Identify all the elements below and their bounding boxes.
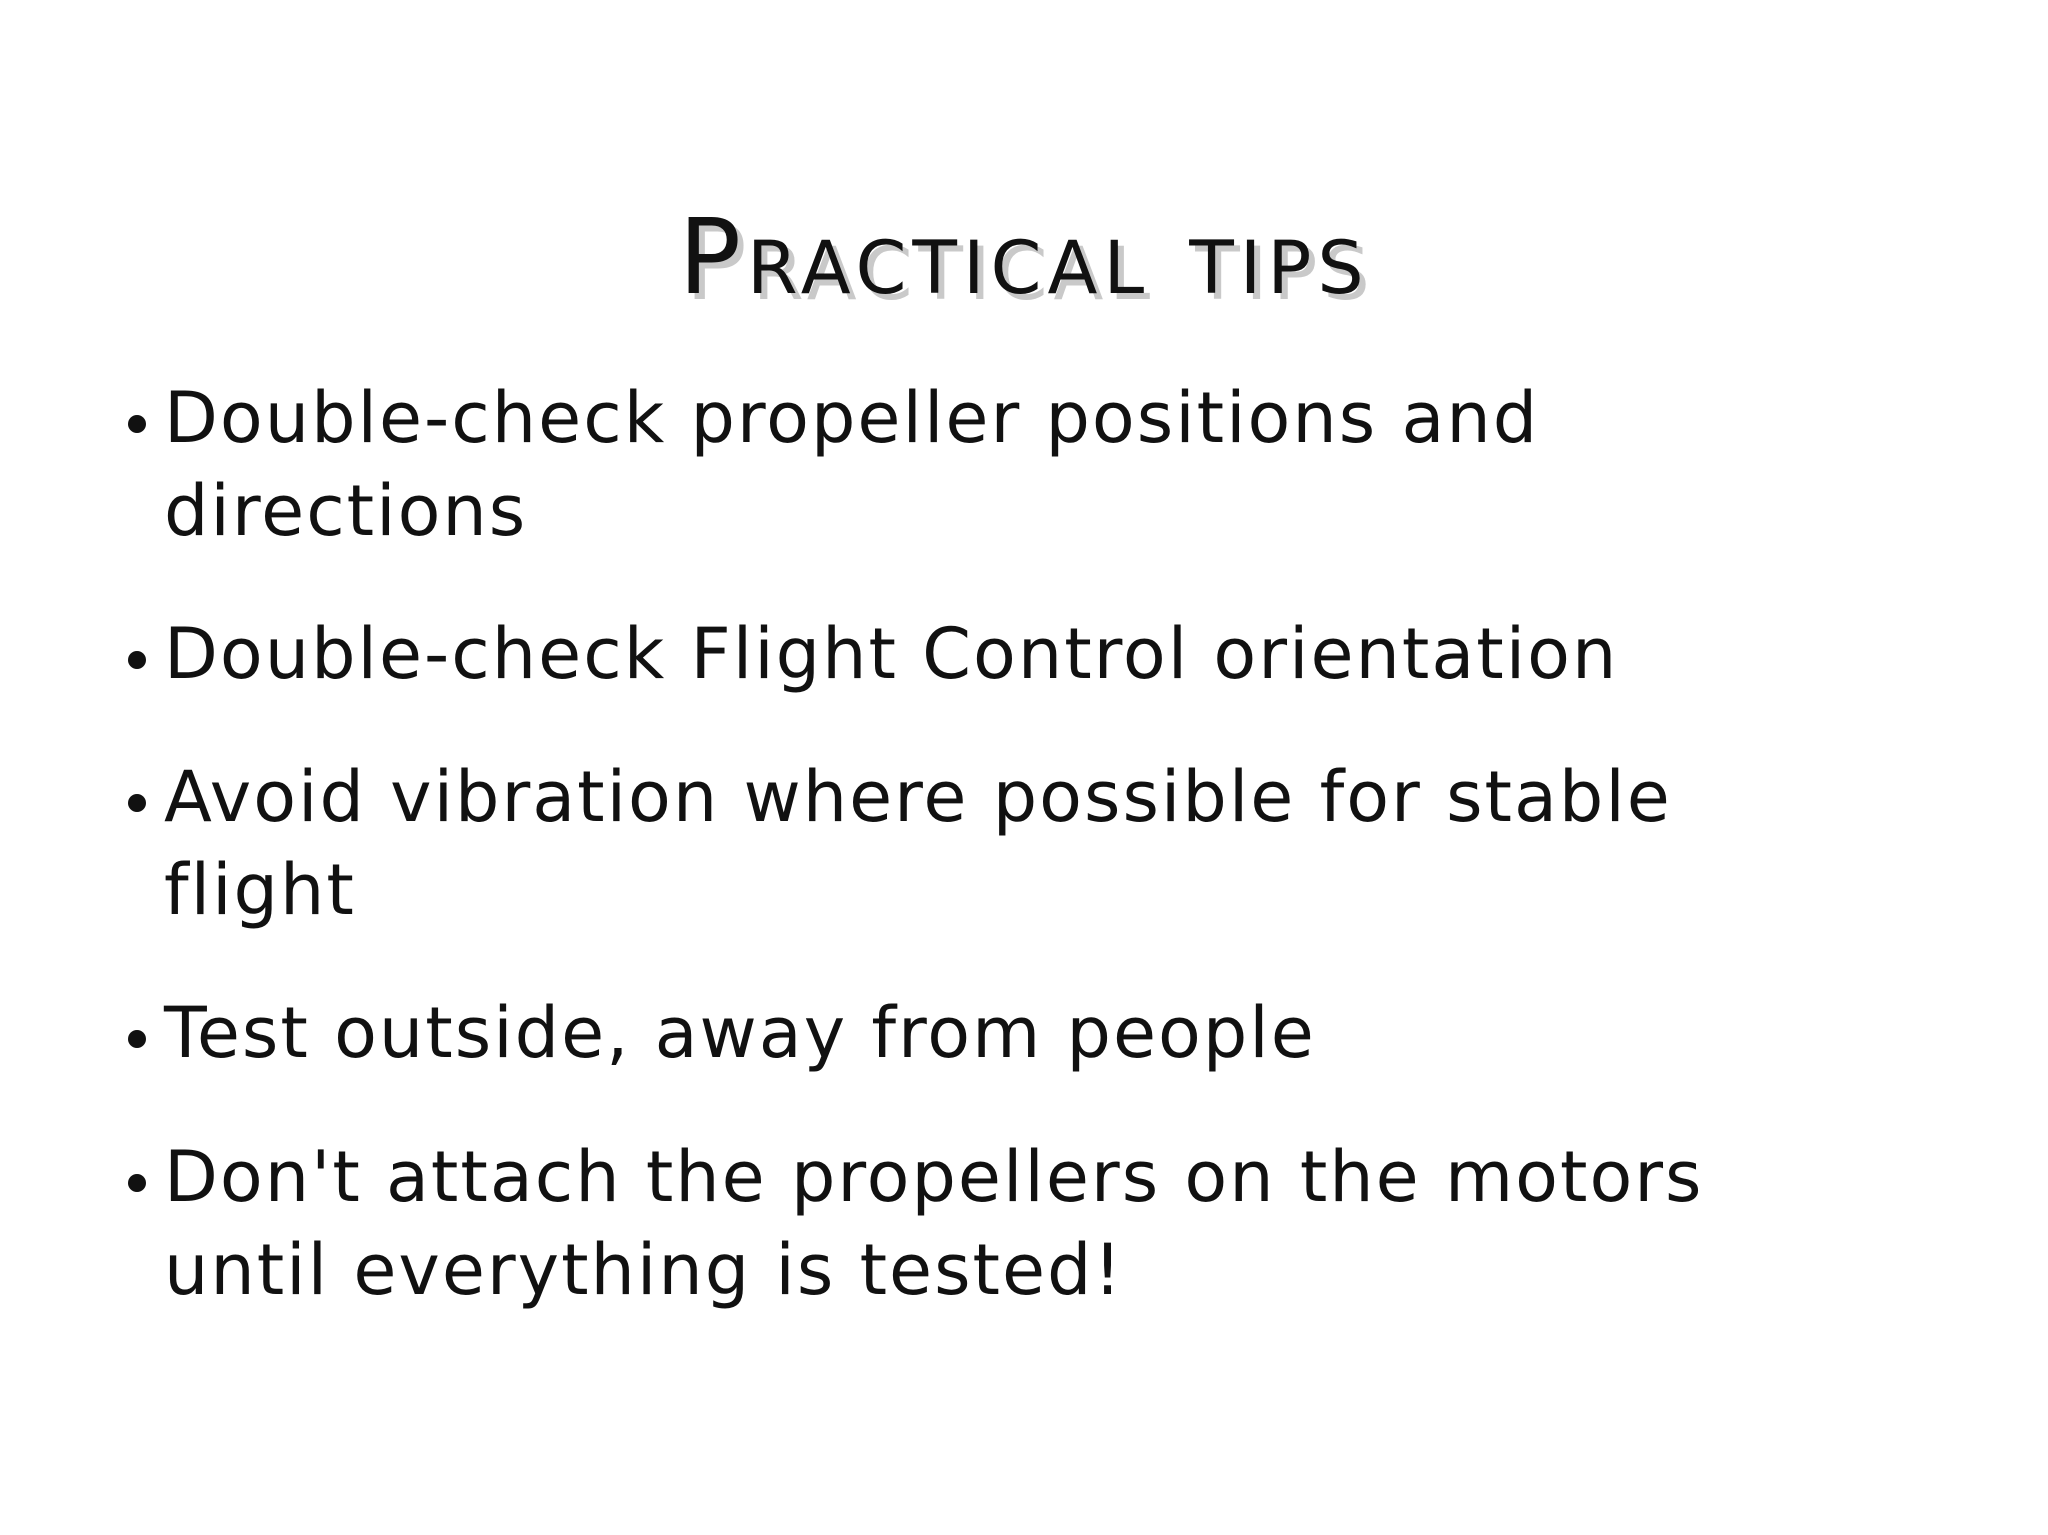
bullet-dot-icon [128, 1030, 146, 1048]
bullet-dot-icon [128, 415, 146, 433]
bullet-text: Test outside, away from people [164, 992, 1316, 1075]
bullet-text: Avoid vibration where possible for stable flight [164, 756, 1672, 932]
tips-bullet-list [118, 372, 1878, 1367]
bullet-text: Don't attach the propellers on the motors until everything is tested! [164, 1135, 1704, 1311]
bullet-item [118, 751, 1878, 937]
bullet-dot-icon [128, 794, 146, 812]
bullet-dot-icon [128, 651, 146, 669]
bullet-item [118, 987, 1878, 1080]
bullet-item [118, 372, 1878, 558]
bullet-item [118, 1131, 1878, 1317]
bullet-text: Double-check Flight Control orientation [164, 613, 1619, 696]
slide-title: Practical tips [678, 195, 1370, 318]
bullet-text: Double-check propeller positions and directions [164, 377, 1540, 553]
bullet-item [118, 608, 1878, 701]
bullet-dot-icon [128, 1174, 146, 1192]
